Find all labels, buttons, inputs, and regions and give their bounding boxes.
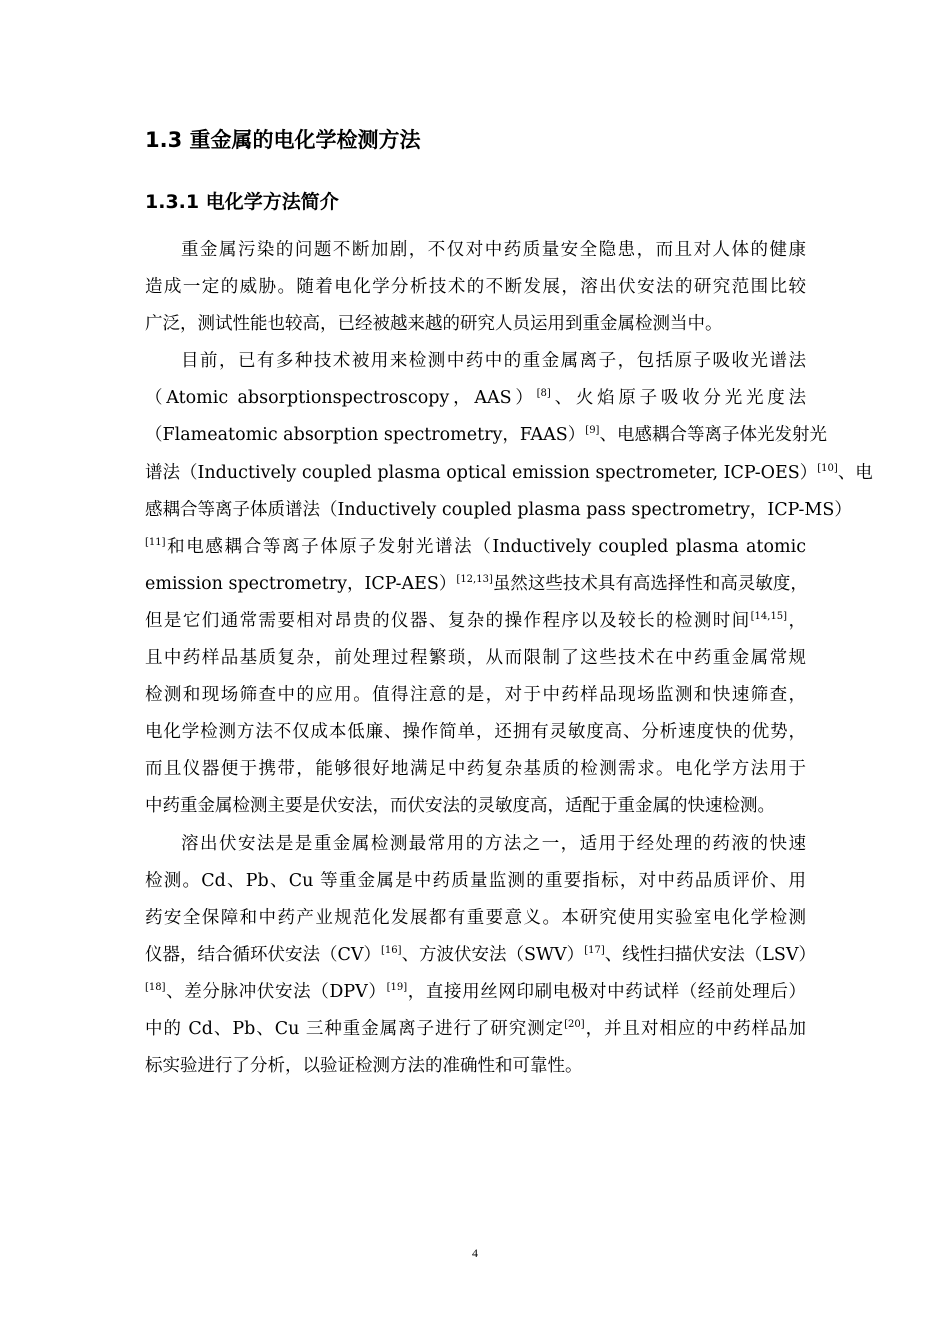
paragraph-3-line (145, 900, 806, 937)
text-run: 检测。Cd、Pb、Cu 等重金属是中药质量监测的重要指标，对中药品质评价、用 (145, 870, 806, 891)
text-run: 、差分脉冲伏安法（DPV） (165, 981, 387, 1002)
paragraph-1-line (145, 269, 806, 306)
text-run: 检测和现场筛查中的应用。值得注意的是，对于中药样品现场监测和快速筛查， (145, 685, 806, 706)
text-run: 溶出伏安法是是重金属检测最常用的方法之一，适用于经处理的药液的快速 (181, 833, 806, 854)
text-run: 、电 (837, 462, 873, 483)
text-run: 但是它们通常需要相对昂贵的仪器、复杂的操作程序以及较长的检测时间 (145, 610, 751, 631)
text-run: 目前，已有多种技术被用来检测中药中的重金属离子，包括原子吸收光谱法 (181, 351, 806, 372)
citation-ref: [10] (817, 462, 838, 474)
text-run: ，并且对相应的中药样品加 (584, 1018, 807, 1039)
text-run: 电化学检测方法不仅成本低廉、操作简单，还拥有灵敏度高、分析速度快的优势， (145, 722, 806, 743)
citation-ref: [8] (536, 388, 551, 400)
text-run: 而且仪器便于携带，能够很好地满足中药复杂基质的检测需求。电化学方法用于 (145, 759, 806, 780)
paragraph-2-line (145, 343, 806, 380)
paragraph-2-line (145, 714, 806, 751)
paragraph-2-line (145, 529, 806, 566)
paragraph-3-line (145, 937, 816, 974)
paragraph-2-line (145, 417, 827, 454)
text-run: 中药重金属检测主要是伏安法，而伏安法的灵敏度高，适配于重金属的快速检测。 (145, 796, 775, 817)
text-run: 、火焰原子吸收分光光度法 (550, 388, 807, 409)
paragraph-2-line (145, 640, 806, 677)
citation-ref: [14,15] (750, 610, 788, 622)
paragraph-3-line (145, 826, 806, 863)
section-heading: 1.3 重金属的电化学检测方法 (145, 128, 421, 152)
body-text (145, 232, 873, 1085)
paragraph-2-line (145, 455, 873, 492)
citation-ref: [19] (386, 981, 408, 993)
text-run: 造成一定的威胁。随着电化学分析技术的不断发展，溶出伏安法的研究范围比较 (145, 277, 806, 298)
text-run: 感耦合等离子体质谱法（Inductively coupled plasma pass spectrometry，ICP-MS） (145, 499, 852, 520)
text-run: 、方波伏安法（SWV） (401, 944, 585, 965)
text-run: 药安全保障和中药产业规范化发展都有重要意义。本研究使用实验室电化学检测 (145, 907, 806, 928)
page-number: 4 (472, 1246, 478, 1260)
text-run: 虽然这些技术具有高选择性和高灵敏度， (492, 573, 808, 594)
paragraph-2-line (145, 751, 806, 788)
paragraph-1-line (145, 232, 806, 269)
text-run: （Flameatomic absorption spectrometry，FAAS） (145, 425, 586, 446)
paragraph-3-line (145, 974, 806, 1011)
citation-ref: [12,13] (456, 573, 493, 585)
text-run: 中的 Cd、Pb、Cu 三种重金属离子进行了研究测定 (145, 1018, 565, 1039)
paragraph-2-line (145, 677, 806, 714)
citation-ref: [16] (381, 944, 402, 956)
citation-ref: [11] (145, 536, 166, 548)
text-run: emission spectrometry，ICP-AES） (145, 573, 457, 594)
paragraph-3-line (145, 1011, 806, 1048)
citation-ref: [20] (564, 1018, 585, 1030)
text-run: 重金属污染的问题不断加剧，不仅对中药质量安全隐患，而且对人体的健康 (181, 240, 806, 260)
text-run: 广泛，测试性能也较高，已经被越来越的研究人员运用到重金属检测当中。 (145, 314, 723, 335)
paragraph-2-line (145, 492, 852, 529)
text-run: 仪器，结合循环伏安法（CV） (145, 944, 382, 965)
paragraph-3-line (145, 863, 806, 900)
paragraph-3-line (145, 1048, 806, 1085)
text-run: 、电感耦合等离子体光发射光 (599, 425, 827, 446)
subsection-heading: 1.3.1 电化学方法简介 (145, 191, 339, 213)
text-run: 和电感耦合等离子体原子发射光谱法（Inductively coupled plasma atomic (165, 536, 806, 557)
paragraph-2-line (145, 380, 806, 417)
citation-ref: [9] (585, 425, 600, 437)
text-run: 谱法（Inductively coupled plasma optical emission spectrometer, ICP-OES） (145, 462, 818, 483)
text-run: 且中药样品基质复杂，前处理过程繁琐，从而限制了这些技术在中药重金属常规 (145, 648, 806, 669)
paragraph-2-line (145, 788, 806, 825)
text-run: （Atomic absorptionspectroscopy，AAS） (145, 388, 537, 409)
paragraph-2-line (145, 603, 806, 640)
text-run: 标实验进行了分析，以验证检测方法的准确性和可靠性。 (145, 1056, 583, 1077)
text-run: ，直接用丝网印刷电极对中药试样（经前处理后） (407, 981, 806, 1002)
citation-ref: [18] (145, 981, 166, 993)
citation-ref: [17] (584, 944, 605, 956)
paragraph-2-line (145, 566, 806, 603)
text-run: 、线性扫描伏安法（LSV） (604, 944, 816, 965)
text-run: ， (787, 610, 807, 631)
paragraph-1-line (145, 306, 806, 343)
